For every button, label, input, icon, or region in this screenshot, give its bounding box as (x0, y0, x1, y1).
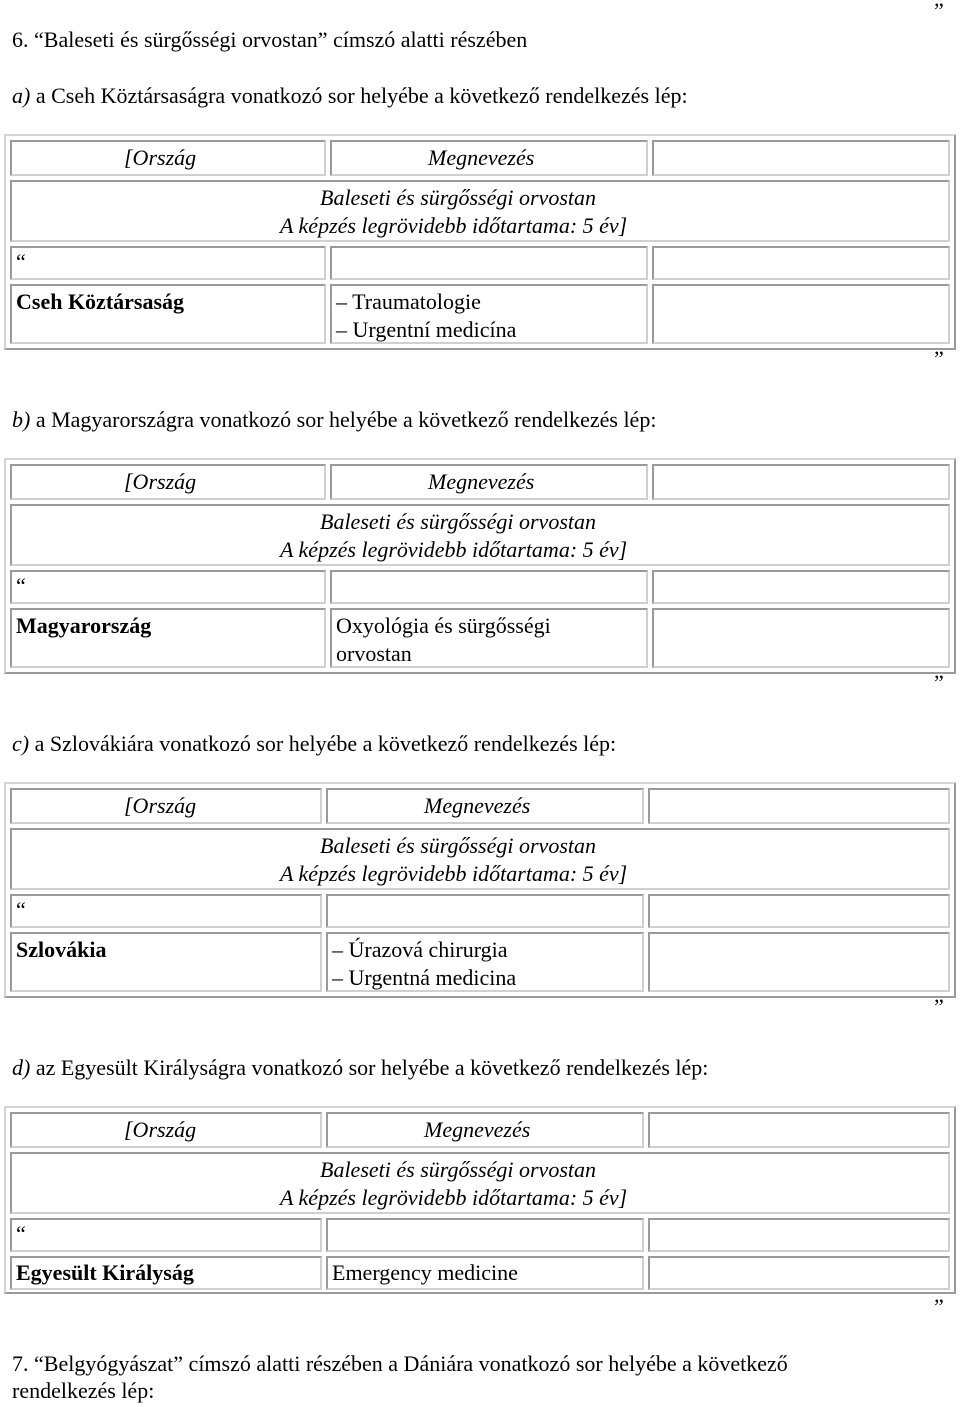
specialty-line-1: Emergency medicine (332, 1260, 518, 1285)
header-country: [Ország (124, 145, 197, 170)
quote-cell (10, 894, 322, 928)
country-name: Egyesült Királyság (16, 1260, 194, 1285)
section-letter: d) (12, 1055, 31, 1080)
header-country: [Ország (124, 1117, 197, 1142)
empty-cell (648, 1112, 950, 1148)
empty-cell (652, 246, 950, 280)
title-line-1: Baleseti és sürgősségi orvostan (320, 509, 596, 534)
header-name-cell (330, 140, 648, 176)
section-text: az Egyesült Királyságra vonatkozó sor helyébe a következő rendelkezés lép: (30, 1055, 709, 1080)
country-name: Cseh Köztársaság (16, 289, 185, 314)
specialty-cell (326, 932, 644, 992)
title-line-1: Baleseti és sürgősségi orvostan (320, 185, 596, 210)
title-cell (10, 828, 950, 890)
section-text: a Szlovákiára vonatkozó sor helyébe a következő rendelkezés lép: (29, 731, 617, 756)
empty-cell (652, 570, 950, 604)
specialty-line-2: – Urgentní medicína (336, 317, 517, 342)
closing-quote: ” (934, 1294, 944, 1319)
empty-cell (652, 284, 950, 344)
section-c-label (12, 730, 616, 758)
section-letter: a) (12, 83, 31, 108)
section-letter: b) (12, 407, 31, 432)
section-b-label (12, 406, 656, 434)
empty-cell (652, 140, 950, 176)
section-text: a Cseh Köztársaságra vonatkozó sor helyébe a következő rendelkezés lép: (30, 83, 688, 108)
empty-cell (330, 570, 648, 604)
quote-cell (10, 246, 326, 280)
opening-quote: “ (16, 573, 26, 598)
opening-quote: “ (16, 1221, 26, 1246)
section-d-label (12, 1054, 708, 1082)
section-a-label (12, 82, 688, 110)
specialty-cell (330, 284, 648, 344)
title-line-2: A képzés legrövidebb időtartama: 5 év] (280, 537, 628, 562)
specialty-line-1: – Traumatologie (336, 289, 481, 314)
empty-cell (652, 464, 950, 500)
empty-cell (648, 1218, 950, 1252)
empty-cell (326, 894, 644, 928)
quote-cell (10, 1218, 322, 1252)
opening-quote: “ (16, 249, 26, 274)
heading-7-line-2: rendelkezés lép: (12, 1378, 155, 1403)
closing-quote: ” (934, 670, 944, 695)
closing-quote: ” (934, 346, 944, 371)
header-name-cell (330, 464, 648, 500)
country-name: Szlovákia (16, 937, 107, 962)
country-cell (10, 1256, 322, 1290)
specialty-line-1: Oxyológia és sürgősségi (336, 613, 551, 638)
quote-cell (10, 570, 326, 604)
empty-cell (648, 932, 950, 992)
specialty-line-2: orvostan (336, 641, 412, 666)
empty-cell (652, 608, 950, 668)
header-country-cell (10, 140, 326, 176)
country-cell (10, 608, 326, 668)
header-country-cell (10, 464, 326, 500)
table-slovakia (4, 782, 956, 998)
header-name: Megnevezés (424, 793, 531, 818)
table-uk (4, 1106, 956, 1294)
empty-cell (648, 894, 950, 928)
empty-cell (648, 788, 950, 824)
section-text: a Magyarországra vonatkozó sor helyébe a következő rendelkezés lép: (30, 407, 657, 432)
closing-quote: ” (934, 994, 944, 1019)
header-country: [Ország (124, 793, 197, 818)
empty-cell (330, 246, 648, 280)
header-name: Megnevezés (428, 469, 535, 494)
specialty-cell (326, 1256, 644, 1290)
title-line-2: A képzés legrövidebb időtartama: 5 év] (280, 213, 628, 238)
section-letter: c) (12, 731, 30, 756)
title-cell (10, 504, 950, 566)
header-name: Megnevezés (428, 145, 535, 170)
opening-quote: “ (16, 897, 26, 922)
specialty-line-2: – Urgentná medicina (332, 965, 517, 990)
empty-cell (326, 1218, 644, 1252)
title-cell (10, 1152, 950, 1214)
specialty-cell (330, 608, 648, 668)
table-czech (4, 134, 956, 350)
closing-quote: ” (934, 0, 944, 23)
title-line-1: Baleseti és sürgősségi orvostan (320, 1157, 596, 1182)
title-line-1: Baleseti és sürgősségi orvostan (320, 833, 596, 858)
heading-6: 6. “Baleseti és sürgősségi orvostan” címszó alatti részében (12, 27, 528, 52)
header-name-cell (326, 788, 644, 824)
title-line-2: A képzés legrövidebb időtartama: 5 év] (280, 1185, 628, 1210)
title-cell (10, 180, 950, 242)
header-name-cell (326, 1112, 644, 1148)
table-hungary (4, 458, 956, 674)
country-name: Magyarország (16, 613, 152, 638)
country-cell (10, 284, 326, 344)
specialty-line-1: – Úrazová chirurgia (332, 937, 508, 962)
header-name: Megnevezés (424, 1117, 531, 1142)
heading-7-line-1: 7. “Belgyógyászat” címszó alatti részében a Dániára vonatkozó sor helyébe a következő (12, 1351, 788, 1376)
empty-cell (648, 1256, 950, 1290)
title-line-2: A képzés legrövidebb időtartama: 5 év] (280, 861, 628, 886)
header-country-cell (10, 788, 322, 824)
header-country: [Ország (124, 469, 197, 494)
country-cell (10, 932, 322, 992)
header-country-cell (10, 1112, 322, 1148)
